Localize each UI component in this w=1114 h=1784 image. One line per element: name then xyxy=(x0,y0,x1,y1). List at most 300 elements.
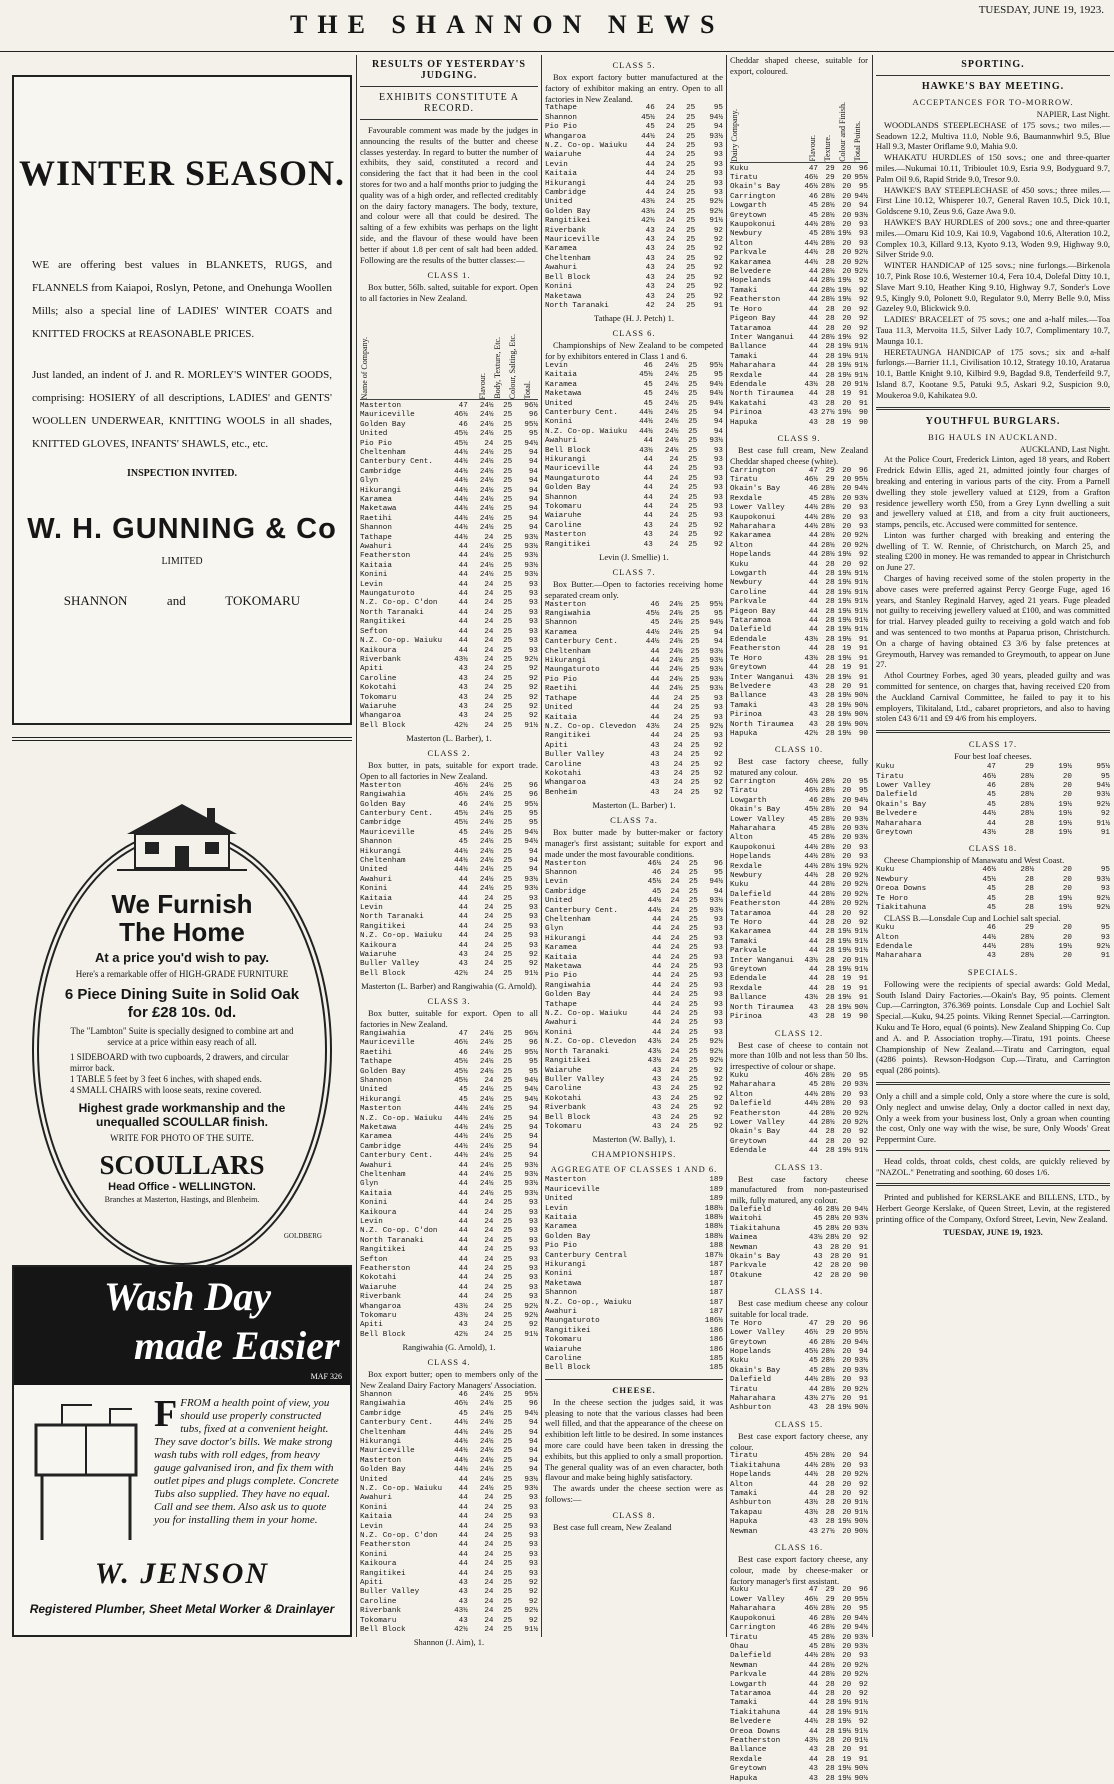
score-cell: 93½ xyxy=(1096,791,1110,800)
table-row xyxy=(360,942,538,951)
results-table xyxy=(730,1452,868,1537)
article-subheadline: EXHIBITS CONSTITUTE A RECORD. xyxy=(379,92,519,114)
score-cell: 93 xyxy=(713,484,723,493)
table-row xyxy=(545,283,723,292)
table-row xyxy=(545,104,723,113)
table-row xyxy=(876,895,1110,904)
score-cell: 93 xyxy=(528,590,538,599)
score-cell: 25 xyxy=(688,408,698,417)
score-cell: 19½ xyxy=(837,928,852,937)
class-description: Box butter made by butter-maker or factory manager's first assistant; suitable for export and made under the most favourable conditions. xyxy=(545,827,723,859)
score-cell: 25 xyxy=(503,1218,513,1227)
score-cell: 25 xyxy=(686,226,696,235)
score-cell: 93½ xyxy=(524,1161,538,1170)
score-cell: 25 xyxy=(503,1560,513,1569)
score-cell: 186½ xyxy=(704,1317,723,1326)
table-row xyxy=(545,869,723,878)
score-cell: 93 xyxy=(528,1255,538,1264)
score-cell: 24½ xyxy=(479,1409,494,1418)
table-row xyxy=(730,532,868,541)
column-rule xyxy=(872,55,873,1637)
score-cell: 92½ xyxy=(1096,903,1110,912)
article-headline: RESULTS OF YESTERDAY'S JUDGING. xyxy=(372,59,526,81)
company-name-cell: Hikurangi xyxy=(545,455,587,464)
results-table xyxy=(730,1320,868,1414)
score-cell: 44 xyxy=(650,694,660,703)
class-heading: CLASS 6. xyxy=(612,328,656,339)
company-name-cell: Pio Pio xyxy=(360,439,392,448)
score-cell: 91 xyxy=(858,645,868,654)
table-row xyxy=(360,581,538,590)
company-name-cell: Lower Valley xyxy=(730,815,785,824)
score-cell: 24½ xyxy=(479,1456,494,1465)
table-row xyxy=(730,381,868,390)
score-cell: 91½ xyxy=(854,352,868,361)
score-cell: 25 xyxy=(686,113,696,122)
score-cell: 24½ xyxy=(479,505,494,514)
score-cell: 44½ xyxy=(804,1376,818,1385)
score-cell: 92½ xyxy=(524,1312,538,1321)
table-row xyxy=(730,1490,868,1499)
score-cell: 44 xyxy=(458,599,468,608)
company-name-cell: Hopelands xyxy=(730,1348,772,1356)
score-cell: 25 xyxy=(503,1626,513,1635)
table-row xyxy=(360,1457,538,1466)
table-row xyxy=(876,866,1110,875)
score-cell: 96½ xyxy=(524,401,538,410)
table-row xyxy=(360,1190,538,1199)
score-cell: 92½ xyxy=(854,1471,868,1480)
score-cell: 20 xyxy=(1062,885,1072,894)
column-header: Colour, Salting, Etc. xyxy=(508,333,517,399)
score-cell: 43 xyxy=(652,1066,662,1075)
score-cell: 24½ xyxy=(479,838,494,847)
company-name-cell: Konini xyxy=(545,418,573,427)
score-cell: 94½ xyxy=(854,796,868,805)
score-cell: 24 xyxy=(665,189,675,198)
score-cell: 24 xyxy=(665,236,675,245)
company-name-cell: Maharahara xyxy=(730,362,776,371)
class-heading: CLASS 10. xyxy=(774,744,824,755)
score-cell: 44½ xyxy=(454,477,468,486)
score-cell: 19½ xyxy=(837,654,852,663)
score-cell: 25 xyxy=(503,941,513,950)
table-row xyxy=(876,829,1110,838)
score-cell: 20 xyxy=(842,881,852,890)
score-cell: 91½ xyxy=(854,937,868,946)
score-cell: 25 xyxy=(503,828,513,837)
score-cell: 24½ xyxy=(479,420,494,429)
company-name-cell: Apiti xyxy=(360,1321,383,1330)
score-cell: 94 xyxy=(528,1437,538,1446)
company-name-cell: Konini xyxy=(360,571,388,580)
table-row xyxy=(730,1671,868,1680)
score-cell: 45½ xyxy=(804,1348,818,1356)
company-name-cell: United xyxy=(545,399,573,408)
company-name-cell: Kaikoura xyxy=(360,941,397,950)
section-heading: SPORTING. xyxy=(961,59,1025,70)
table-row xyxy=(730,362,868,371)
table-row xyxy=(545,1336,723,1345)
score-cell: 187 xyxy=(709,1289,723,1298)
company-name-cell: Masterton xyxy=(360,781,402,790)
score-cell: 24½ xyxy=(479,1189,494,1198)
table-row xyxy=(730,1775,868,1784)
company-name-cell: United xyxy=(545,1195,573,1204)
company-name-cell: Kokotahi xyxy=(360,1274,397,1283)
score-cell: 25 xyxy=(503,1029,513,1038)
score-cell: 25 xyxy=(688,540,698,549)
score-cell: 28½ xyxy=(820,211,835,220)
score-cell: 19 xyxy=(842,390,852,399)
score-cell: 24 xyxy=(670,859,680,868)
table-row xyxy=(545,447,723,456)
score-cell: 19½ xyxy=(837,994,852,1003)
score-cell: 20 xyxy=(842,806,852,815)
score-cell: 43 xyxy=(458,684,468,693)
score-cell: 93½ xyxy=(709,906,723,915)
score-cell: 95½ xyxy=(524,1048,538,1057)
table-row xyxy=(360,932,538,941)
score-cell: 24½ xyxy=(669,610,683,619)
company-name-cell: Konini xyxy=(360,885,388,894)
score-cell: 44 xyxy=(808,909,818,918)
butter-results-column xyxy=(360,55,538,1648)
company-name-cell: Rangiwahia xyxy=(545,981,591,990)
company-name-cell: Parkvale xyxy=(730,249,767,258)
company-name-cell: North Taranaki xyxy=(545,1047,609,1056)
score-cell: 93 xyxy=(858,843,868,852)
score-cell: 44 xyxy=(650,704,660,713)
table-row xyxy=(360,1077,538,1086)
score-cell: 92 xyxy=(858,286,868,295)
company-name-cell: Cambridge xyxy=(545,189,587,198)
company-name-cell: Newbury xyxy=(730,230,762,239)
score-cell: 94½ xyxy=(709,113,723,122)
score-cell: 44½ xyxy=(454,847,468,856)
score-cell: 91½ xyxy=(854,1699,868,1708)
score-cell: 93½ xyxy=(524,543,538,552)
table-row xyxy=(730,1690,868,1699)
score-cell: 44½ xyxy=(454,533,468,542)
score-cell: 91½ xyxy=(854,966,868,975)
company-name-cell: Hapuka xyxy=(730,418,758,427)
score-cell: 25 xyxy=(688,380,698,389)
company-name-cell: Pigeon Bay xyxy=(730,315,776,324)
score-cell: 28½ xyxy=(820,1376,835,1385)
score-cell: 24 xyxy=(484,941,494,950)
class-description: Box export butter; open to members only of the New Zealand Dairy Factory Managers' Association. xyxy=(360,1369,538,1391)
score-cell: 94 xyxy=(528,1133,538,1142)
score-cell: 25 xyxy=(503,1039,513,1048)
table-row xyxy=(360,951,538,960)
company-name-cell: Kaitaia xyxy=(360,1189,392,1198)
score-cell: 43 xyxy=(808,720,818,729)
table-row xyxy=(730,296,868,305)
race-name: LADIES' BRACELET xyxy=(884,314,964,325)
score-cell: 25 xyxy=(686,189,696,198)
company-name-cell: Cambridge xyxy=(360,819,402,828)
score-cell: 28½ xyxy=(820,551,835,560)
company-name-cell: Kaitaia xyxy=(545,1213,577,1222)
score-cell: 45 xyxy=(643,390,653,399)
company-name-cell: Hapuka xyxy=(730,1518,758,1527)
score-cell: 93 xyxy=(528,627,538,636)
score-cell: 43½ xyxy=(454,1312,468,1321)
score-cell: 93½ xyxy=(524,1484,538,1493)
company-name-cell: Mauriceville xyxy=(360,1447,415,1456)
score-cell: 20 xyxy=(842,239,852,248)
score-cell: 25 xyxy=(503,781,513,790)
score-cell: 91½ xyxy=(854,928,868,937)
score-cell: 44½ xyxy=(454,866,468,875)
score-cell: 25 xyxy=(688,1104,698,1113)
score-cell: 43½ xyxy=(804,635,818,644)
table-row xyxy=(876,924,1110,933)
score-cell: 24 xyxy=(484,1522,494,1531)
score-cell: 45½ xyxy=(645,610,660,619)
score-cell: 43½ xyxy=(804,1395,818,1404)
table-row xyxy=(730,353,868,362)
score-cell: 44 xyxy=(458,913,468,922)
score-cell: 43 xyxy=(808,1774,818,1783)
company-name-cell: Benheim xyxy=(545,788,577,797)
table-row xyxy=(360,791,538,800)
score-cell: 24½ xyxy=(479,1067,494,1076)
table-row xyxy=(360,1152,538,1161)
company-name-cell: Apiti xyxy=(360,665,383,674)
company-name-cell: Alton xyxy=(876,933,899,942)
score-cell: 28½ xyxy=(820,202,835,211)
table-row xyxy=(730,1586,868,1595)
score-cell: 28½ xyxy=(820,1090,835,1099)
company-name-cell: N.Z. Co-op. Waiuku xyxy=(545,142,628,151)
company-name-cell: Tokomaru xyxy=(545,1122,582,1131)
score-cell: 25 xyxy=(503,1400,513,1409)
table-row xyxy=(876,876,1110,885)
company-name-cell: Otakune xyxy=(730,1271,762,1280)
score-cell: 46½ xyxy=(804,174,818,182)
company-name-cell: Dalefield xyxy=(730,1652,772,1661)
score-cell: 20 xyxy=(842,1624,852,1633)
company-name-cell: Karamea xyxy=(545,380,577,389)
score-cell: 19½ xyxy=(837,711,852,720)
score-cell: 93 xyxy=(713,1019,723,1028)
score-cell: 92½ xyxy=(1096,894,1110,903)
score-cell: 25 xyxy=(503,439,513,448)
score-cell: 24 xyxy=(484,1569,494,1578)
race-name: HERETAUNGA HANDICAP xyxy=(884,346,991,357)
score-cell: 24½ xyxy=(479,1447,494,1456)
score-cell: 20 xyxy=(1062,933,1072,942)
company-name-cell: Karamea xyxy=(360,1133,392,1142)
score-cell: 92½ xyxy=(709,207,723,216)
table-row xyxy=(360,1284,538,1293)
race-name: WOODLANDS STEEPLECHASE xyxy=(884,119,1007,130)
score-cell: 24½ xyxy=(669,666,683,675)
score-cell: 25 xyxy=(503,791,513,800)
score-cell: 93½ xyxy=(854,1642,868,1651)
score-cell: 93 xyxy=(713,944,723,953)
company-name-cell: Cambridge xyxy=(360,1142,402,1151)
score-cell: 93 xyxy=(528,1550,538,1559)
score-cell: 44 xyxy=(808,532,818,541)
table-row xyxy=(360,1598,538,1607)
score-cell: 44 xyxy=(808,937,818,946)
table-row xyxy=(545,362,723,371)
company-name-cell: Kuku xyxy=(730,560,749,569)
score-cell: 45 xyxy=(813,1215,823,1224)
company-name-cell: Parkvale xyxy=(730,947,767,956)
company-name-cell: Edendale xyxy=(730,635,767,644)
score-cell: 91 xyxy=(713,301,723,310)
company-name-cell: Buller Valley xyxy=(360,1588,420,1597)
score-cell: 25 xyxy=(690,722,700,731)
score-cell: 24 xyxy=(484,932,494,941)
table-row xyxy=(545,456,723,465)
score-cell: 24 xyxy=(484,1503,494,1512)
table-row xyxy=(545,114,723,123)
score-cell: 92 xyxy=(858,1680,868,1689)
score-cell: 25 xyxy=(690,751,700,760)
score-cell: 92½ xyxy=(1096,942,1110,951)
company-name-cell: Featherston xyxy=(730,1109,781,1118)
company-name-cell: Shannon xyxy=(545,493,577,502)
advertiser-suffix: LIMITED xyxy=(161,556,203,567)
ad-body xyxy=(32,254,332,456)
score-cell: 19½ xyxy=(837,1765,852,1774)
score-cell: 185 xyxy=(709,1355,723,1364)
table-row xyxy=(730,212,868,221)
score-cell: 94½ xyxy=(854,1205,868,1214)
score-cell: 24 xyxy=(665,132,675,141)
score-cell: 46 xyxy=(643,361,653,370)
score-cell: 92 xyxy=(528,1588,538,1597)
table-row xyxy=(545,907,723,916)
score-cell: 95½ xyxy=(524,800,538,809)
score-cell: 43 xyxy=(652,1113,662,1122)
score-cell: 92 xyxy=(858,333,868,342)
score-cell: 25 xyxy=(690,760,700,769)
table-row xyxy=(730,1728,868,1737)
column-rule xyxy=(356,55,357,1637)
score-cell: 24 xyxy=(665,198,675,207)
score-cell: 20 xyxy=(842,513,852,522)
score-cell: 92½ xyxy=(854,881,868,890)
score-cell: 44 xyxy=(652,963,662,972)
results-table xyxy=(545,104,723,311)
table-row xyxy=(545,236,723,245)
company-name-cell: Alton xyxy=(730,834,753,843)
score-cell: 92½ xyxy=(524,655,538,664)
table-row xyxy=(545,161,723,170)
score-cell: 95 xyxy=(858,777,868,786)
score-cell: 28 xyxy=(825,1499,835,1508)
company-name-cell: Riverbank xyxy=(360,1607,402,1616)
score-cell: 20 xyxy=(842,956,852,965)
score-cell: 20 xyxy=(842,1480,852,1489)
score-cell: 28½ xyxy=(820,333,835,342)
score-cell: 28½ xyxy=(820,1081,835,1090)
score-cell: 24½ xyxy=(479,1133,494,1142)
score-cell: 44½ xyxy=(454,1466,468,1475)
score-cell: 24 xyxy=(484,1265,494,1274)
company-name-cell: Buller Valley xyxy=(360,960,420,969)
score-cell: 91½ xyxy=(854,947,868,956)
results-table xyxy=(876,763,1110,838)
score-cell: 44 xyxy=(458,1236,468,1245)
company-name-cell: Maharahara xyxy=(730,1081,776,1090)
score-cell: 44½ xyxy=(804,513,818,522)
score-cell: 24½ xyxy=(479,571,494,580)
score-cell: 25 xyxy=(690,657,700,666)
table-row xyxy=(730,863,868,872)
company-name-cell: Canterbury Cent. xyxy=(545,638,618,647)
score-cell: 44 xyxy=(808,268,818,277)
score-cell: 43 xyxy=(458,951,468,960)
company-name-cell: Buller Valley xyxy=(545,751,605,760)
score-cell: 20 xyxy=(1062,875,1072,884)
score-cell: 42½ xyxy=(454,969,468,978)
table-row xyxy=(360,1030,538,1039)
score-cell: 25 xyxy=(503,1048,513,1057)
score-cell: 93 xyxy=(528,932,538,941)
score-cell: 24 xyxy=(484,1227,494,1236)
score-cell: 20 xyxy=(842,494,852,503)
table-row xyxy=(730,561,868,570)
score-cell: 28½ xyxy=(820,1452,835,1461)
score-cell: 90½ xyxy=(854,692,868,701)
table-row xyxy=(360,675,538,684)
score-cell: 28½ xyxy=(820,890,835,899)
company-name-cell: N.Z. Co-op., Waiuku xyxy=(545,1298,632,1307)
score-cell: 20 xyxy=(842,1395,852,1404)
score-cell: 19½ xyxy=(837,1147,852,1156)
table-row xyxy=(545,1010,723,1019)
score-cell: 94 xyxy=(528,847,538,856)
offer-description: The "Lambton" Suite is specially designed to combine art and service at a price within easy reach of all. xyxy=(70,1026,294,1047)
score-cell: 19½ xyxy=(837,1518,852,1527)
score-cell: 96 xyxy=(528,791,538,800)
score-cell: 44 xyxy=(652,953,662,962)
score-cell: 24 xyxy=(670,1019,680,1028)
score-cell: 25 xyxy=(503,543,513,552)
score-cell: 44 xyxy=(458,1293,468,1302)
company-name-cell: Kokotahi xyxy=(360,684,397,693)
score-cell: 95½ xyxy=(524,420,538,429)
score-cell: 28 xyxy=(830,1262,840,1271)
score-cell: 45 xyxy=(813,1224,823,1233)
table-row xyxy=(876,801,1110,810)
score-cell: 28½ xyxy=(820,1633,835,1642)
score-cell: 44 xyxy=(808,296,818,305)
score-cell: 20 xyxy=(842,268,852,277)
company-name-cell: Maketawa xyxy=(360,505,397,514)
company-name-cell: Pio Pio xyxy=(545,972,577,981)
company-name-cell: Golden Bay xyxy=(545,991,591,1000)
score-cell: 25 xyxy=(503,1255,513,1264)
advertiser-name: W. H. GUNNING & Co xyxy=(27,513,337,545)
company-name-cell: Bell Block xyxy=(545,1113,591,1122)
score-cell: 44 xyxy=(808,975,818,984)
score-cell: 25 xyxy=(688,887,698,896)
head-office: Head Office - WELLINGTON. xyxy=(108,1181,256,1193)
ad-body-text: FROM a health point of view, you should use properly constructed tubs, fixed at a convenient height. They save doctor's bills. We make strong wash tubs with roll edges, from heavy gauge galvanised iron, and fix them with outlet pipes and plugs complete. Concrete Tubs also supplied. They have no equal. Call and see them. Also ask us to quote you for installing them in your home. xyxy=(154,1397,339,1526)
score-cell: 43 xyxy=(458,665,468,674)
score-cell: 92½ xyxy=(854,872,868,880)
score-cell: 25 xyxy=(686,151,696,160)
score-cell: 19½ xyxy=(837,579,852,588)
